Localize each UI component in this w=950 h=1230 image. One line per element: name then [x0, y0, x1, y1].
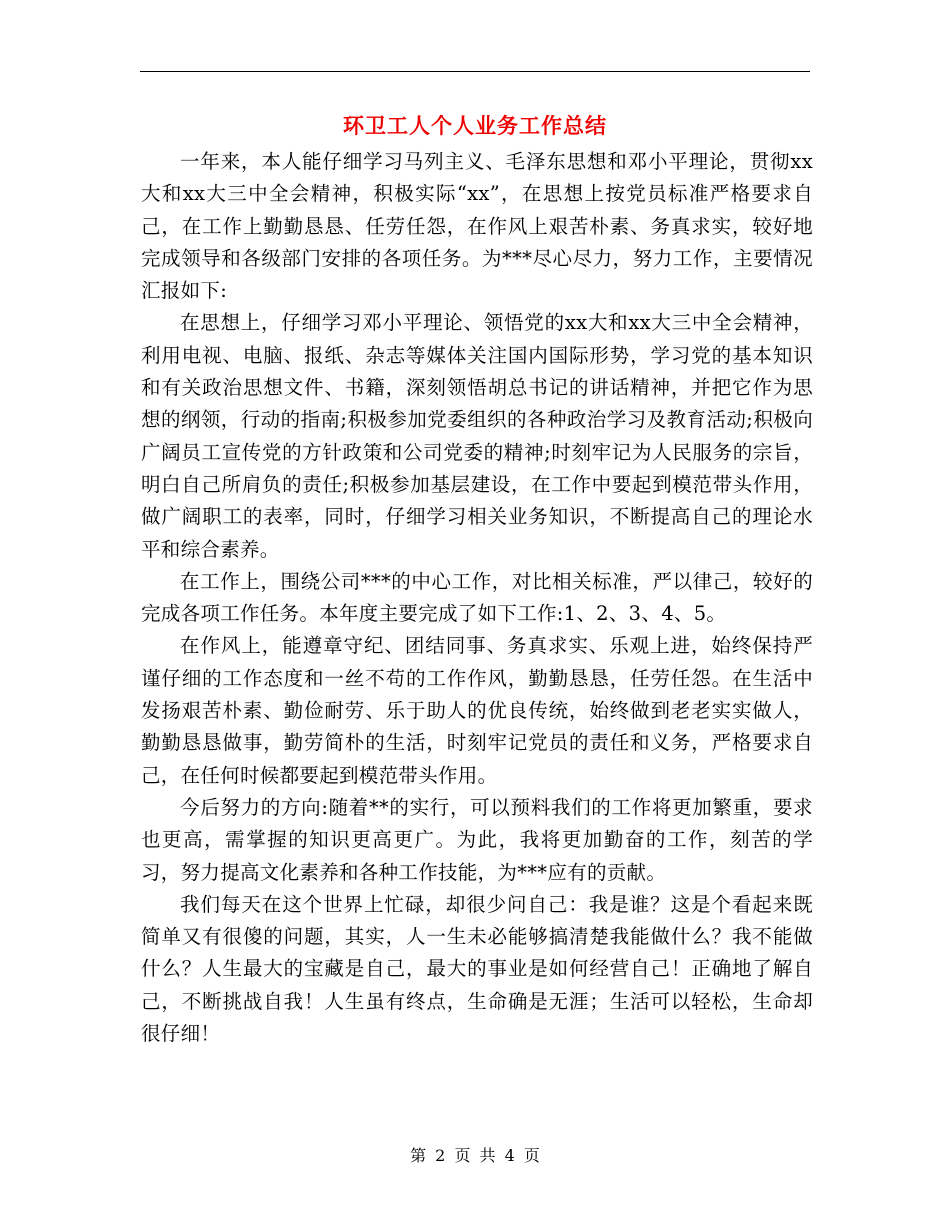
paragraph-style: 在作风上，能遵章守纪、团结同事、务真求实、乐观上进，始终保持严谨仔细的工作态度和一丝不苟的工作作风，勤勤恳恳，任劳任怨。在生活中发扬艰苦朴素、勤俭耐劳、乐于助人的优良传统，始终做到老老实实做人，勤勤恳恳做事，勤劳简朴的生活，时刻牢记党员的责任和义务，严格要求自己，在任何时候都要起到模范带头作用。	[141, 634, 813, 787]
paragraph-intro: 一年来，本人能仔细学习马列主义、毛泽东思想和邓小平理论，贯彻xx大和xx大三中全会精神，积极实际“xx”，在思想上按党员标准严格要求自己，在工作上勤勤恳恳、任劳任怨，在作风上艰苦朴素、务真求实，较好地完成领导和各级部门安排的各项任务。为***尽心尽力，努力工作，主要情况汇报如下:	[141, 150, 813, 303]
page-number: 第 2 页 共 4 页	[410, 1146, 540, 1165]
document-body	[141, 146, 813, 1050]
paragraph-reflection: 我们每天在这个世界上忙碌，却很少问自己：我是谁？这是个看起来既简单又有很傻的问题，其实，人一生未必能够搞清楚我能做什么？我不能做什么？人生最大的宝藏是自己，最大的事业是如何经营自己！正确地了解自己，不断挑战自我！人生虽有终点，生命确是无涯；生活可以轻松，生命却很仔细！	[141, 892, 813, 1046]
header-rule	[140, 71, 810, 72]
paragraph-future: 今后努力的方向:随着**的实行，可以预料我们的工作将更加繁重，要求也更高，需掌握的知识更高更广。为此，我将更加勤奋的工作，刻苦的学习，努力提高文化素养和各种工作技能，为***应有的贡献。	[141, 795, 813, 884]
document-title: 环卫工人个人业务工作总结	[343, 114, 607, 138]
paragraph-work: 在工作上，围绕公司***的中心工作，对比相关标准，严以律己，较好的完成各项工作任务。本年度主要完成了如下工作:1、2、3、4、5。	[141, 569, 813, 626]
paragraph-thought: 在思想上，仔细学习邓小平理论、领悟党的xx大和xx大三中全会精神，利用电视、电脑、报纸、杂志等媒体关注国内国际形势，学习党的基本知识和有关政治思想文件、书籍，深刻领悟胡总书记的讲话精神，并把它作为思想的纲领，行动的指南;积极参加党委组织的各种政治学习及教育活动;积极向广阔员工宣传党的方针政策和公司党委的精神;时刻牢记为人民服务的宗旨，明白自己所肩负的责任;积极参加基层建设，在工作中要起到模范带头作用，做广阔职工的表率，同时，仔细学习相关业务知识，不断提高自己的理论水平和综合素养。	[141, 311, 813, 561]
